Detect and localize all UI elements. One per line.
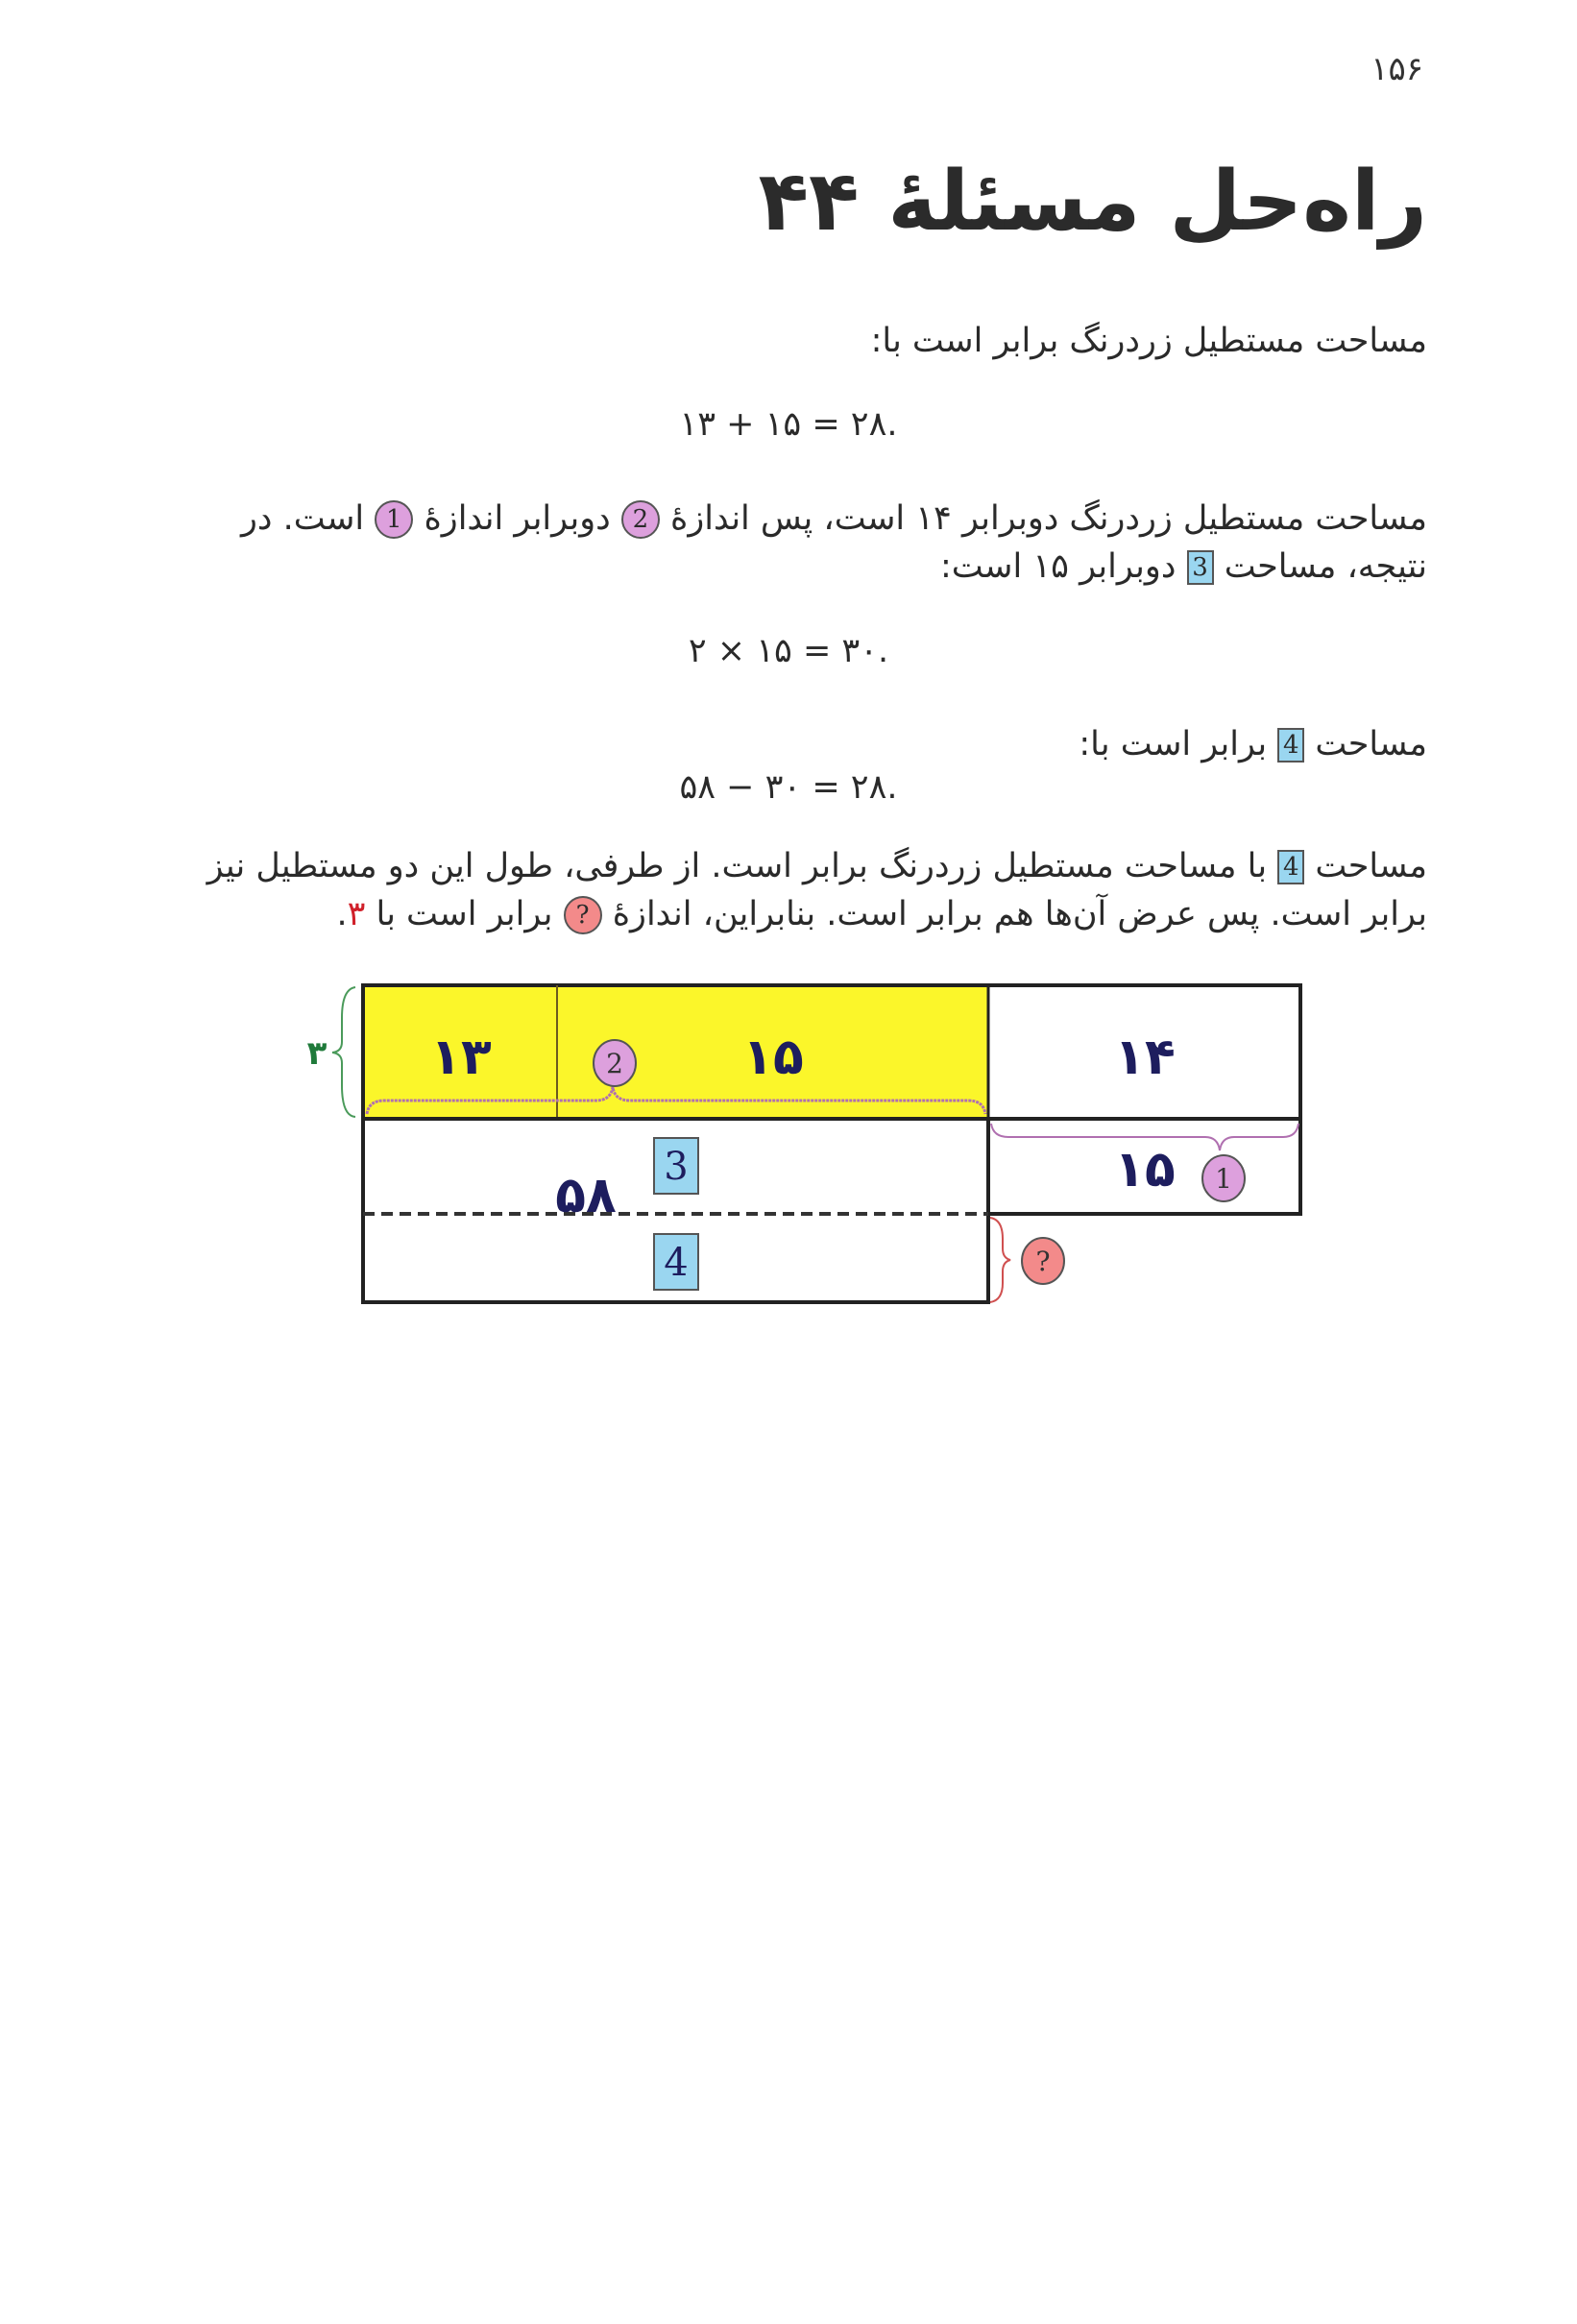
text: مساحت <box>1315 847 1427 885</box>
label-58: ۵۸ <box>555 1167 617 1224</box>
text: . <box>336 895 348 933</box>
text: برابر است با <box>376 895 553 933</box>
label-15b: ۱۵ <box>1114 1141 1176 1198</box>
marker-question-icon: ? <box>564 896 602 934</box>
equation-3: ۵۸ − ۳۰ = ۲۸. <box>679 768 898 807</box>
page-number: ۱۵۶ <box>1371 50 1423 88</box>
text: مساحت مستطیل زردرنگ دوبرابر ۱۴ است، پس اندازهٔ <box>669 499 1427 538</box>
marker-4-label: 4 <box>664 1241 689 1285</box>
equation-1: ۱۳ + ۱۵ = ۲۸. <box>679 405 898 444</box>
marker-1-label: 1 <box>1215 1163 1232 1195</box>
answer: ۳ <box>347 895 366 933</box>
marker-1-icon: 1 <box>375 500 413 539</box>
marker-2-label: 2 <box>606 1048 623 1079</box>
label-13: ۱۳ <box>430 1029 492 1086</box>
equation-2: ۲ × ۱۵ = ۳۰. <box>688 632 889 670</box>
label-14: ۱۴ <box>1114 1029 1176 1086</box>
text: برابر است با: <box>1079 725 1268 763</box>
marker-3-label: 3 <box>664 1145 689 1189</box>
marker-3-icon: 3 <box>1187 550 1214 585</box>
text: مساحت <box>1315 725 1427 763</box>
marker-4-icon: 4 <box>1277 728 1304 763</box>
label-15: ۱۵ <box>742 1029 804 1086</box>
marker-4-icon: 4 <box>1277 850 1304 884</box>
text: با مساحت مستطیل زردرنگ برابر است. از طرفی، طول این دو مستطیل نیز برابر است. پس عرض آن‌ها هم برابر است. بنابراین، اندازهٔ <box>206 847 1427 933</box>
page-title: راه‌حل مسئلهٔ ۴۴ <box>758 154 1427 250</box>
text: است. در نتیجه، مساحت <box>241 499 1427 586</box>
brace-bottom <box>990 1218 1010 1302</box>
paragraph-1: مساحت مستطیل زردرنگ برابر است با: <box>870 322 1427 360</box>
text: دوبرابر ۱۵ است: <box>940 547 1177 586</box>
marker-2-icon: 2 <box>621 500 660 539</box>
brace-left <box>332 987 355 1117</box>
side-label: ۳ <box>306 1034 328 1073</box>
text: دوبرابر اندازهٔ <box>424 499 611 538</box>
marker-question-label: ? <box>1035 1246 1051 1277</box>
